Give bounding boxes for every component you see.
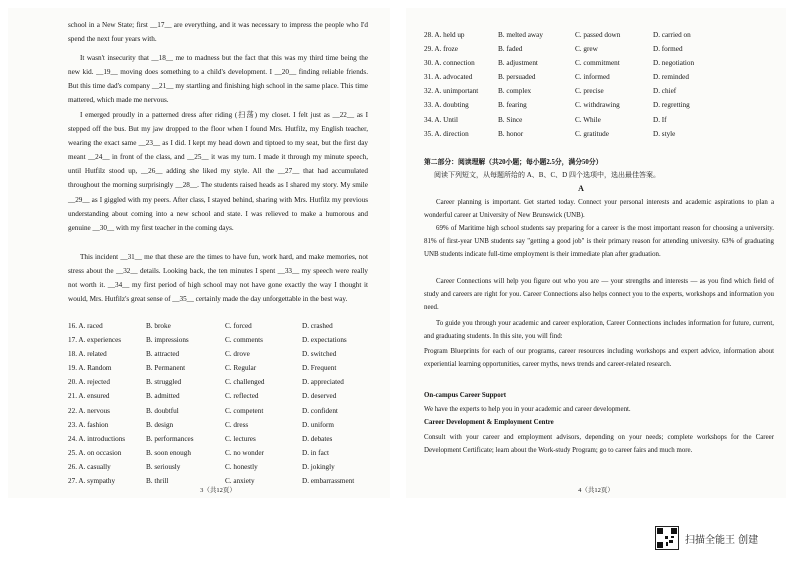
option-c: C. challenged — [225, 378, 265, 387]
option-c: C. drove — [225, 350, 250, 359]
option-b: B. doubtful — [146, 406, 179, 415]
option-a: 33. A. doubting — [424, 101, 469, 110]
options-row — [68, 361, 362, 375]
option-c: C. precise — [575, 87, 604, 96]
option-b: B. broke — [146, 322, 171, 330]
subsection-heading: Career Development & Employment Centre — [424, 419, 554, 426]
subsection-heading: On-campus Career Support — [424, 392, 507, 399]
option-b: B. soon enough — [146, 448, 191, 457]
option-c: C. honestly — [225, 462, 258, 471]
options-row — [68, 319, 362, 333]
options-row — [68, 404, 362, 418]
reading-paragraph: To guide you through your academic and career exploration, Career Connections includes information for future, current, and graduating students. In this site, you will find: — [424, 320, 774, 340]
option-b: B. admitted — [146, 392, 180, 401]
option-d: D. confident — [302, 406, 338, 415]
option-b: B. seriously — [146, 462, 181, 471]
option-a: 34. A. Until — [424, 115, 458, 124]
option-a: 24. A. introductions — [68, 434, 126, 443]
option-a: 27. A. sympathy — [68, 477, 116, 486]
options-row — [424, 70, 713, 84]
options-row — [68, 375, 362, 389]
reading-paragraph: Career Connections will help you figure out who you are — your strengths and interests — as you find which field of study and careers are right for you. Career Connections also helps connect you to the experts, workshops and information you need. — [424, 278, 774, 311]
option-d: D. embarrassment — [302, 477, 355, 486]
options-list-left — [68, 319, 362, 488]
option-a: 20. A. rejected — [68, 378, 110, 387]
option-c: C. commitment — [575, 59, 620, 68]
subsection-text: We have the experts to help you in your academic and career development. — [424, 406, 631, 413]
option-d: D. appreciated — [302, 378, 344, 387]
passage-paragraph: school in a New State; first __17__ are everything, and it was necessary to impress the people who I'd spend the next four years with. — [68, 21, 368, 44]
option-c: C. withdrawing — [575, 101, 620, 110]
option-b: B. adjustment — [498, 59, 538, 68]
option-a: 30. A. connection — [424, 59, 475, 68]
option-a: 28. A. held up — [424, 31, 465, 39]
option-c: C. gratitude — [575, 129, 609, 138]
option-b: B. Since — [498, 115, 523, 124]
option-d: D. If — [653, 115, 667, 124]
option-c: C. comments — [225, 336, 263, 345]
options-row — [68, 446, 362, 460]
option-a: 16. A. raced — [68, 322, 103, 330]
options-row — [424, 127, 713, 141]
options-row — [68, 347, 362, 361]
options-row — [424, 113, 713, 127]
option-a: 35. A. direction — [424, 129, 469, 138]
option-d: D. uniform — [302, 420, 334, 429]
option-c: C. reflected — [225, 392, 259, 401]
option-c: C. passed down — [575, 31, 621, 39]
option-c: C. grew — [575, 45, 598, 54]
watermark-text: 扫描全能王 创建 — [685, 534, 759, 546]
left-page — [8, 8, 390, 498]
option-a: 18. A. related — [68, 350, 107, 359]
passage-paragraph: I emerged proudly in a patterned dress after riding (扫荡) my closet. I felt just as __22__ as I stepped off the bus. But my jaw dropped to the floor when I found Mrs. Hutfilz, my English teacher, wearing the exact same __23__ as I did. I kept my head down and tiptoed to my seat, but the first day meant __24__ in front of the class, and __25__ it was my turn. I made it through my minute speech, until Hutfilz stood up, __26__ adding she liked my style. All the __27__ that had accumulated throughout the morning surprisingly __28__. The students raised heads as I shared my story. My smile __29__ as I giggled with my peers. After class, I stayed behind, sharing with Mrs. Hutfilz my previous understanding about coming into a new school and state. I was relieved to make a humorous and genuine __30__ with my first teacher in the coming days. — [68, 111, 368, 232]
option-b: B. melted away — [498, 31, 543, 39]
option-d: D. switched — [302, 350, 337, 359]
option-d: D. chief — [653, 87, 677, 96]
section-instruction: 阅读下列短文，从每题所给的 A、B、C、D 四个选项中，选出最佳答案。 — [434, 171, 660, 179]
option-d: D. negotiation — [653, 59, 695, 68]
option-c: C. lectures — [225, 434, 256, 443]
option-d: D. crashed — [302, 322, 333, 330]
option-a: 32. A. unimportant — [424, 87, 479, 96]
option-b: B. faded — [498, 45, 523, 54]
options-row — [424, 28, 713, 42]
page-number: 4（共12页） — [578, 487, 614, 494]
scanner-watermark — [655, 526, 758, 550]
option-b: B. persuaded — [498, 73, 536, 82]
option-c: C. While — [575, 115, 601, 124]
option-b: B. complex — [498, 87, 532, 96]
options-row — [424, 56, 713, 70]
option-b: B. attracted — [146, 350, 180, 359]
options-row — [424, 98, 713, 112]
option-c: C. no wonder — [225, 448, 264, 457]
passage-paragraph: This incident __31__ me that these are the times to have fun, work hard, and make memories, not stress about the __32__ details. Looking back, the ten minutes I spent __33__ my speech were really not worth it. __34__ my first period of high school may not have gone exactly the way I thought it would, Mrs. Hutfilz's great sense of __35__ certainly made the day unforgettable in the best way. — [68, 253, 368, 304]
option-d: D. formed — [653, 45, 683, 54]
option-b: B. fearing — [498, 101, 527, 110]
option-c: C. anxiety — [225, 477, 255, 486]
right-page — [406, 8, 786, 498]
option-d: D. debates — [302, 434, 333, 443]
option-a: 23. A. fashion — [68, 420, 109, 429]
option-a: 22. A. nervous — [68, 406, 110, 415]
reading-paragraph: Program Blueprints for each of our programs, career resources including workshops and expert advice, information about experiential learning opportunities, career myths, news trends and career-related research. — [424, 348, 774, 368]
option-d: D. in fact — [302, 448, 329, 457]
options-row — [424, 84, 713, 98]
options-list-right — [424, 28, 713, 141]
options-row — [68, 418, 362, 432]
option-a: 21. A. ensured — [68, 392, 110, 401]
option-d: D. expectations — [302, 336, 347, 345]
option-c: C. dress — [225, 420, 249, 429]
option-d: D. Frequent — [302, 364, 337, 373]
option-b: B. Permanent — [146, 364, 186, 373]
option-a: 29. A. froze — [424, 45, 458, 54]
reading-paragraph: Career planning is important. Get started today. Connect your personal interests and academic aspirations to plan a wonderful career at University of New Brunswick (UNB). — [424, 199, 774, 219]
option-b: B. struggled — [146, 378, 182, 387]
option-b: B. performances — [146, 434, 194, 443]
section-heading: 第二部分：阅读理解（共20小题；每小题2.5分，满分50分） — [424, 159, 603, 166]
option-a: 19. A. Random — [68, 364, 112, 373]
option-d: D. regretting — [653, 101, 690, 110]
option-c: C. forced — [225, 322, 252, 330]
option-b: B. honor — [498, 129, 524, 138]
passage-paragraph: It wasn't insecurity that __18__ me to madness but the fact that this was my third time being the new kid. __19__ moving does something to a child's development. I __20__ finding reliable friends. But this time dad's company __21__ my startling and finishing high school in the same place. This time mattered, which made me nervous. — [68, 54, 368, 105]
option-b: B. impressions — [146, 336, 189, 345]
subsection-text: Consult with your career and employment advisors, depending on your needs; complete workshops for the Career Development Certificate; learn about the Work-study Program; go to career fairs and much more. — [424, 434, 774, 454]
option-d: D. deserved — [302, 392, 337, 401]
option-b: B. design — [146, 420, 174, 429]
options-row — [68, 432, 362, 446]
option-d: D. style — [653, 129, 676, 138]
option-a: 25. A. on occasion — [68, 448, 122, 457]
option-d: D. jokingly — [302, 462, 335, 471]
option-c: C. competent — [225, 406, 264, 415]
options-row — [68, 333, 362, 347]
option-c: C. informed — [575, 73, 610, 82]
option-a: 17. A. experiences — [68, 336, 122, 345]
option-d: D. reminded — [653, 73, 689, 82]
option-b: B. thrill — [146, 477, 169, 486]
options-row — [68, 460, 362, 474]
page-number: 3（共12页） — [200, 487, 236, 494]
option-c: C. Regular — [225, 364, 257, 373]
options-row — [424, 42, 713, 56]
qr-code-icon — [655, 526, 679, 550]
passage-label: A — [578, 184, 584, 193]
options-row — [68, 389, 362, 403]
option-a: 26. A. casually — [68, 462, 111, 471]
option-a: 31. A. advocated — [424, 73, 473, 82]
reading-paragraph: 69% of Maritime high school students say preparing for a career is the most important reason for choosing a university. 81% of first-year UNB students say "getting a good job" is their primary reason for attending university. 63% of graduating UNB students indicate full-time employment is their immediate plan after graduation. — [424, 225, 774, 258]
option-d: D. carried on — [653, 31, 691, 39]
